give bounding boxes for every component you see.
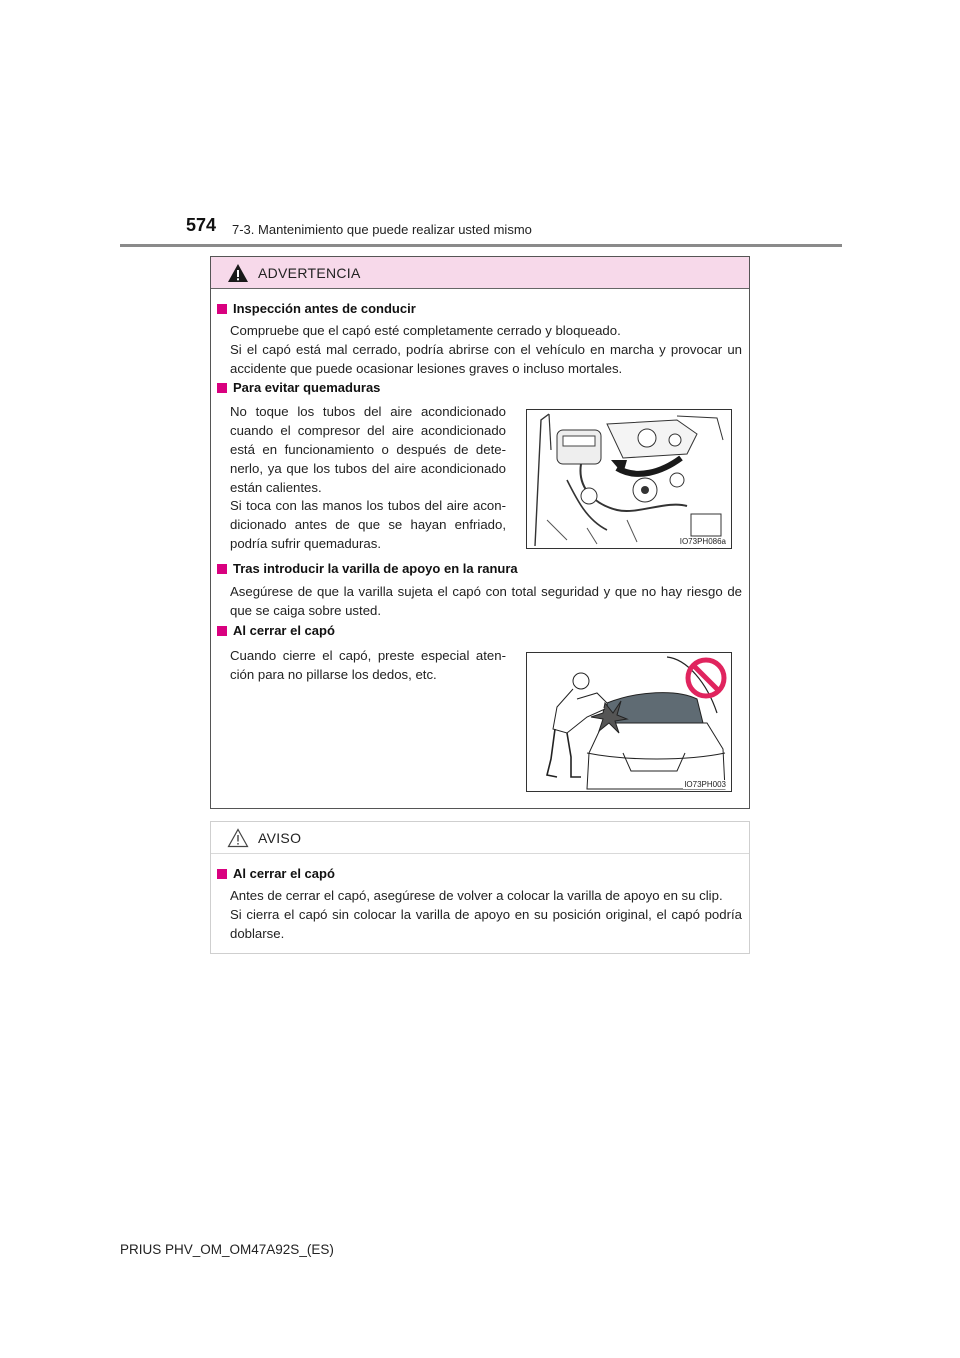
figure-code: IO73PH003	[684, 780, 726, 789]
bullet-square-icon	[217, 304, 227, 314]
paragraph: Si el capó está mal cerrado, podría abrirse con el vehículo en marcha y provocar un accidente que puede ocasionar lesiones graves o incluso mortales.	[230, 342, 742, 376]
warning-heading-burns: Para evitar quemaduras	[217, 380, 380, 395]
warning-heading-support-rod: Tras introducir la varilla de apoyo en la ranura	[217, 561, 518, 576]
closing-hood-illustration	[526, 652, 732, 792]
engine-compartment-icon	[527, 410, 731, 548]
warning-box	[210, 256, 750, 809]
page-number: 574	[186, 215, 217, 235]
notice-header	[211, 822, 749, 854]
notice-title: AVISO	[258, 829, 302, 846]
figure-code: IO73PH086a	[679, 537, 726, 546]
paragraph: Si toca con las manos los tubos del aire acon-dicionado antes de que se hayan enfriado, podría sufrir quemaduras.	[230, 498, 506, 551]
notice-box	[210, 821, 750, 954]
header-divider	[120, 244, 842, 247]
closing-hood-icon	[527, 653, 731, 791]
document-id-footer: PRIUS PHV_OM_OM47A92S_(ES)	[120, 1242, 334, 1257]
warning-triangle-icon	[227, 263, 249, 283]
bullet-square-icon	[217, 383, 227, 393]
bullet-square-icon	[217, 869, 227, 879]
paragraph: Compruebe que el capó esté completamente cerrado y bloqueado.	[230, 323, 621, 338]
warning-heading-inspection: Inspección antes de conducir	[217, 301, 416, 316]
paragraph: Antes de cerrar el capó, asegúrese de volver a colocar la varilla de apoyo en su clip.	[230, 888, 723, 903]
paragraph: No toque los tubos del aire acondicionado cuando el compresor del aire acondicionado está en funcionamiento o después de dete-nerlo, ya que los tubos del aire acondicionado están calientes.	[230, 404, 506, 495]
notice-heading-closing-hood: Al cerrar el capó	[217, 866, 335, 881]
paragraph: Asegúrese de que la varilla sujeta el capó con total seguridad y que no hay riesgo de que se caiga sobre usted.	[230, 584, 742, 618]
engine-ac-pipes-illustration	[526, 409, 732, 549]
bullet-square-icon	[217, 626, 227, 636]
bullet-square-icon	[217, 564, 227, 574]
section-title: 7-3. Mantenimiento que puede realizar usted mismo	[232, 222, 532, 237]
warning-heading-closing-hood: Al cerrar el capó	[217, 623, 335, 638]
warning-header	[211, 257, 749, 289]
paragraph: Cuando cierre el capó, preste especial aten-ción para no pillarse los dedos, etc.	[230, 648, 506, 682]
caution-triangle-icon	[227, 828, 249, 848]
warning-title: ADVERTENCIA	[258, 264, 361, 281]
paragraph: Si cierra el capó sin colocar la varilla de apoyo en su posición original, el capó podría doblarse.	[230, 907, 742, 941]
